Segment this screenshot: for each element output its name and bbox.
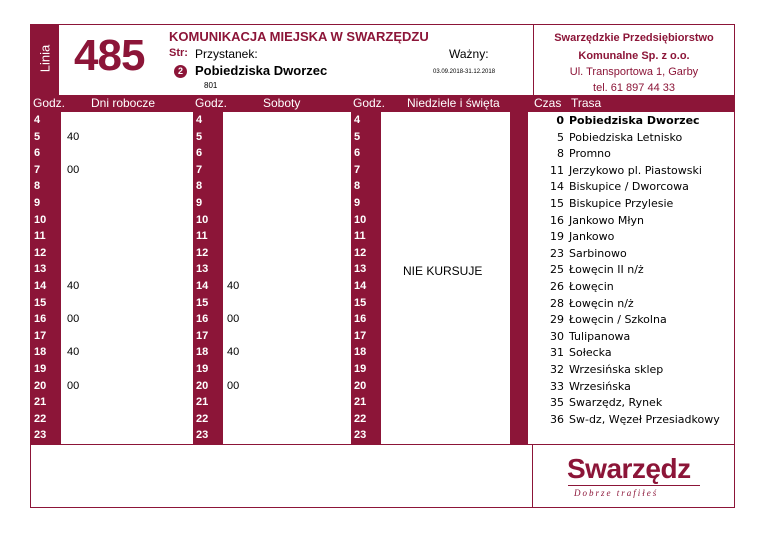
saturday-minutes-column bbox=[223, 112, 351, 444]
godz-header-weekdays: Godz. bbox=[33, 96, 66, 110]
route-stop-time: 36 bbox=[550, 412, 564, 426]
trasa-header: Trasa bbox=[571, 96, 602, 110]
route-stop-name: Wrzesińska sklep bbox=[569, 363, 664, 376]
hour-label: 23 bbox=[196, 429, 209, 442]
hour-label: 8 bbox=[196, 180, 203, 193]
hour-label: 6 bbox=[34, 147, 41, 160]
line-number: 485 bbox=[74, 31, 145, 80]
hour-column-sundays bbox=[351, 112, 381, 444]
route-stop-name: Swarzędz, Rynek bbox=[569, 396, 663, 410]
route-stop-name: Tulipanowa bbox=[569, 329, 631, 343]
route-stop-name: Jankowo bbox=[569, 230, 615, 244]
hour-label: 15 bbox=[196, 296, 209, 309]
footer-divider-line bbox=[31, 444, 734, 445]
route-stop-name: Łowęcin bbox=[569, 280, 614, 293]
str-label: Str: bbox=[169, 47, 188, 59]
logo-tagline: Dobrze trafiłeś bbox=[574, 488, 659, 498]
godz-header-sundays: Godz. bbox=[353, 96, 386, 110]
route-stop-name: Łowęcin II n/ż bbox=[569, 263, 644, 277]
hour-label: 9 bbox=[196, 197, 203, 209]
footer-vertical-divider bbox=[532, 445, 533, 507]
operator-name-line1: Swarzędzkie Przedsiębiorstwo bbox=[554, 32, 714, 44]
route-stop-time: 31 bbox=[550, 346, 564, 360]
departure-minute: 00 bbox=[227, 313, 240, 326]
route-stop-name: Pobiedziska Letnisko bbox=[569, 130, 683, 144]
route-stop-time: 16 bbox=[550, 213, 564, 227]
hour-label: 14 bbox=[34, 280, 47, 292]
route-stop-name: Pobiedziska Dworzec bbox=[569, 114, 700, 127]
hour-label: 16 bbox=[34, 313, 47, 326]
weekdays-header: Dni robocze bbox=[91, 96, 156, 110]
logo-rule bbox=[568, 485, 700, 486]
hour-label: 5 bbox=[34, 130, 41, 143]
hour-label: 17 bbox=[196, 329, 209, 342]
hour-label: 17 bbox=[34, 329, 47, 342]
hour-label: 22 bbox=[354, 412, 367, 425]
hour-label: 18 bbox=[196, 346, 209, 359]
route-stop-time: 35 bbox=[550, 396, 564, 410]
route-stop-time: 14 bbox=[550, 180, 564, 194]
route-stop-time: 0 bbox=[556, 114, 564, 127]
hour-label: 16 bbox=[196, 313, 209, 326]
czas-header: Czas bbox=[534, 96, 562, 110]
hour-label: 6 bbox=[196, 147, 203, 160]
route-stop-name: Promno bbox=[569, 147, 611, 161]
hour-label: 11 bbox=[354, 230, 366, 243]
hour-label: 20 bbox=[196, 379, 209, 392]
hour-label: 7 bbox=[354, 163, 361, 176]
departure-minute: 40 bbox=[227, 346, 240, 359]
route-stop-time: 26 bbox=[550, 280, 564, 293]
route-stop-time: 25 bbox=[550, 263, 564, 277]
route-stop-name: Jerzykowo pl. Piastowski bbox=[569, 163, 702, 177]
sundays-header: Niedziele i święta bbox=[407, 96, 500, 110]
hour-label: 13 bbox=[196, 263, 209, 276]
hour-label: 23 bbox=[354, 429, 367, 442]
valid-dates: 03.09.2018-31.12.2018 bbox=[433, 69, 496, 75]
hour-label: 12 bbox=[196, 246, 209, 259]
hour-label: 8 bbox=[354, 180, 361, 193]
hour-label: 22 bbox=[196, 412, 209, 425]
route-stop-name: Biskupice / Dworcowa bbox=[569, 180, 689, 194]
hour-label: 8 bbox=[34, 180, 41, 193]
route-stop-time: 19 bbox=[550, 230, 564, 244]
departure-minute: 40 bbox=[67, 346, 80, 359]
hour-label: 21 bbox=[196, 396, 209, 409]
departure-minute: 40 bbox=[67, 130, 80, 143]
hour-label: 19 bbox=[34, 363, 47, 375]
route-stop-time: 28 bbox=[550, 296, 564, 310]
hour-label: 10 bbox=[34, 213, 47, 226]
route-stop-name: Łowęcin n/ż bbox=[569, 296, 634, 310]
hour-label: 11 bbox=[34, 230, 46, 243]
page-title: KOMUNIKACJA MIEJSKA W SWARZĘDZU bbox=[169, 29, 429, 44]
hour-label: 20 bbox=[34, 379, 47, 392]
hour-label: 21 bbox=[354, 396, 367, 409]
timetable-sheet bbox=[30, 24, 735, 508]
hour-label: 10 bbox=[196, 213, 209, 226]
stop-name: Pobiedziska Dworzec bbox=[195, 63, 328, 78]
hour-label: 15 bbox=[34, 296, 47, 309]
hour-label: 6 bbox=[354, 147, 361, 160]
hour-label: 17 bbox=[354, 329, 367, 342]
valid-label: Ważny: bbox=[449, 47, 489, 61]
route-stop-time: 5 bbox=[557, 130, 564, 144]
hour-label: 9 bbox=[34, 197, 41, 209]
stop-code: 801 bbox=[204, 81, 218, 90]
hour-label: 10 bbox=[354, 213, 367, 226]
hour-label: 12 bbox=[354, 246, 367, 259]
route-stop-name: Sołecka bbox=[569, 346, 612, 360]
route-stop-time: 15 bbox=[550, 197, 564, 210]
hour-label: 18 bbox=[354, 346, 367, 359]
hour-label: 20 bbox=[354, 379, 367, 392]
hour-label: 5 bbox=[196, 130, 203, 143]
route-stop-name: Sw-dz, Węzeł Przesiadkowy bbox=[569, 412, 720, 426]
hour-label: 14 bbox=[196, 280, 209, 292]
hour-label: 9 bbox=[354, 197, 361, 209]
hour-label: 14 bbox=[354, 280, 367, 292]
hour-label: 22 bbox=[34, 412, 47, 425]
weekday-minutes-column bbox=[61, 112, 193, 444]
route-stop-time: 11 bbox=[550, 163, 564, 177]
departure-minute: 00 bbox=[227, 379, 240, 392]
departure-minute: 40 bbox=[227, 280, 240, 292]
hour-column-weekdays bbox=[31, 112, 61, 444]
route-stop-name: Jankowo Młyn bbox=[569, 213, 644, 227]
hour-label: 18 bbox=[34, 346, 47, 359]
godz-header-saturdays: Godz. bbox=[195, 96, 228, 110]
route-panel bbox=[528, 112, 734, 444]
operator-address: Ul. Transportowa 1, Garby bbox=[569, 66, 699, 78]
route-stop-name: Biskupice Przylesie bbox=[569, 197, 674, 210]
hour-label: 16 bbox=[354, 313, 367, 326]
route-stop-time: 29 bbox=[550, 313, 564, 327]
hour-column-saturdays bbox=[193, 112, 223, 444]
route-stop-time: 8 bbox=[557, 147, 564, 161]
departure-minute: 00 bbox=[67, 379, 80, 392]
hour-label: 4 bbox=[354, 114, 361, 126]
departure-minute: 00 bbox=[67, 313, 80, 326]
departure-minute: 00 bbox=[67, 163, 80, 176]
route-stop-time: 30 bbox=[550, 329, 564, 343]
route-stop-time: 32 bbox=[550, 363, 564, 376]
linia-label: Linia bbox=[37, 44, 53, 73]
hour-label: 4 bbox=[196, 114, 203, 126]
hour-label: 7 bbox=[34, 163, 41, 176]
hour-label: 19 bbox=[354, 363, 367, 375]
hour-label: 11 bbox=[196, 230, 208, 243]
hour-label: 13 bbox=[354, 263, 367, 276]
hour-label: 5 bbox=[354, 130, 361, 143]
departure-minute: 40 bbox=[67, 280, 80, 292]
route-stop-time: 33 bbox=[550, 379, 564, 393]
operator-phone: tel. 61 897 44 33 bbox=[593, 82, 675, 94]
direction-badge: 2 bbox=[174, 65, 187, 78]
linia-strip bbox=[31, 25, 59, 95]
route-stop-time: 23 bbox=[550, 246, 564, 260]
operator-name-line2: Komunalne Sp. z o.o. bbox=[578, 50, 690, 62]
hour-label: 13 bbox=[34, 263, 47, 276]
hour-label: 15 bbox=[354, 296, 367, 309]
sunday-minutes-column bbox=[381, 112, 510, 444]
route-stop-name: Sarbinowo bbox=[569, 246, 627, 260]
swarzedz-logo: Swarzędz bbox=[567, 453, 691, 484]
hour-label: 7 bbox=[196, 163, 203, 176]
przystanek-label: Przystanek: bbox=[195, 47, 258, 61]
separator-column bbox=[510, 112, 528, 444]
hour-label: 12 bbox=[34, 246, 47, 259]
saturdays-header: Soboty bbox=[263, 96, 301, 110]
sunday-note: NIE KURSUJE bbox=[403, 264, 483, 278]
hour-label: 19 bbox=[196, 363, 209, 375]
hour-label: 23 bbox=[34, 429, 47, 442]
hour-label: 4 bbox=[34, 114, 41, 126]
route-stop-name: Łowęcin / Szkolna bbox=[569, 313, 667, 327]
route-stop-name: Wrzesińska bbox=[569, 379, 631, 393]
hour-label: 21 bbox=[34, 396, 47, 409]
